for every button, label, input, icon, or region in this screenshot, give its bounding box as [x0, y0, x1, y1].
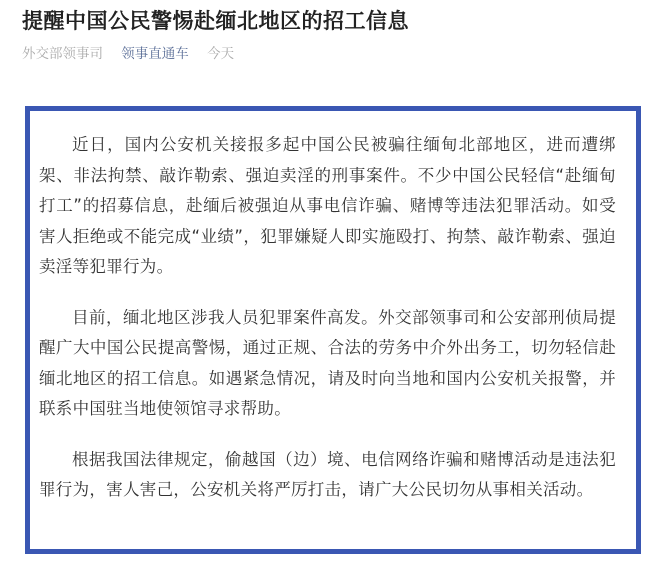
notice-paragraph: 根据我国法律规定，偷越国（边）境、电信网络诈骗和赌博活动是违法犯罪行为，害人害己，公安机关将严厉打击，请广大公民切勿从事相关活动。	[39, 449, 616, 499]
notice-body	[39, 130, 616, 526]
meta-account-link[interactable]: 领事直通车	[121, 46, 189, 62]
article-title: 提醒中国公民警惕赴缅北地区的招工信息	[22, 9, 409, 33]
notice-paragraph: 目前，缅北地区涉我人员犯罪案件高发。外交部领事司和公安部刑侦局提醒广大中国公民提高警惕，通过正规、合法的劳务中介外出务工，切勿轻信赴缅北地区的招工信息。如遇紧急情况，请及时向当地和国内公安机关报警，并联系中国驻当地使领馆寻求帮助。	[39, 307, 616, 418]
article-meta	[22, 44, 248, 64]
notice-paragraph: 近日，国内公安机关接报多起中国公民被骗往缅甸北部地区，进而遭绑架、非法拘禁、敲诈勒索、强迫卖淫的刑事案件。不少中国公民轻信“赴缅甸打工”的招募信息，赴缅后被强迫从事电信诈骗、赌博等违法犯罪活动。如受害人拒绝或不能完成“业绩”，犯罪嫌疑人即实施殴打、拘禁、敲诈勒索、强迫卖淫等犯罪行为。	[39, 135, 616, 276]
meta-date: 今天	[207, 46, 235, 62]
meta-source: 外交部领事司	[22, 46, 103, 62]
